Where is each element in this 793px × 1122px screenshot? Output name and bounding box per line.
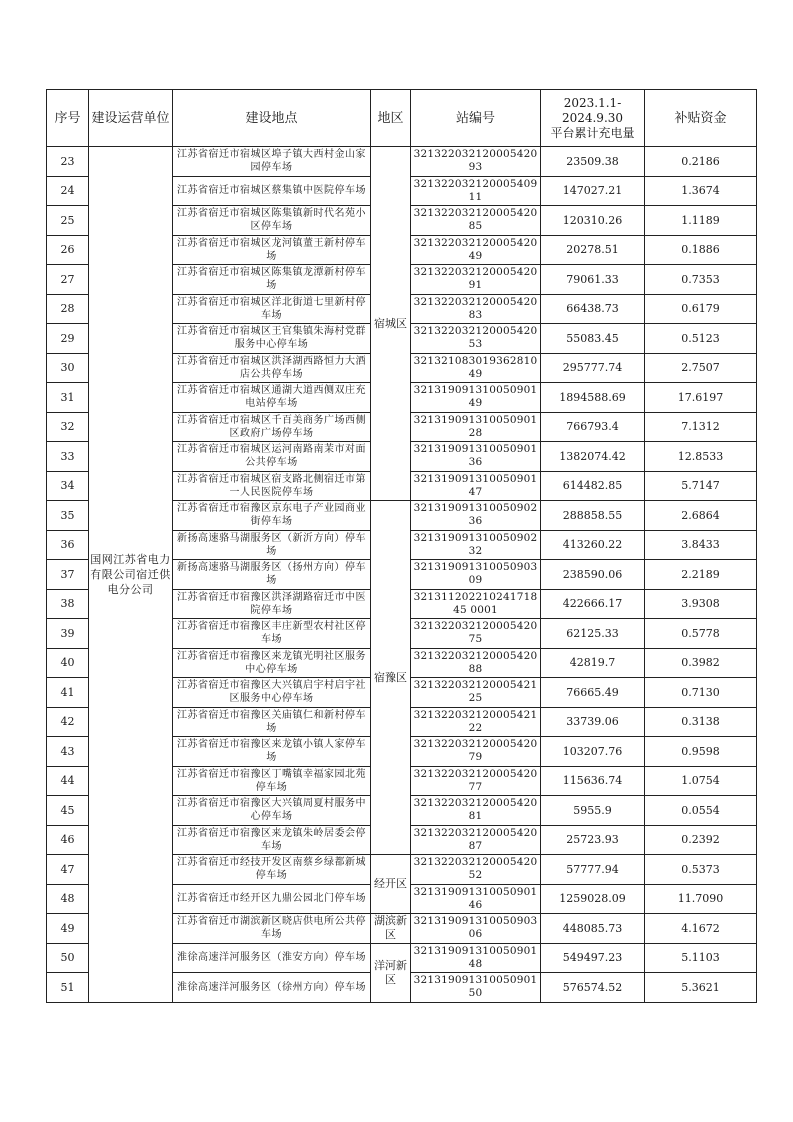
cell-seq: 51 xyxy=(47,973,89,1003)
cell-seq: 34 xyxy=(47,471,89,501)
cell-station-id: 32132203212000542052 xyxy=(411,855,541,885)
header-seq: 序号 xyxy=(47,90,89,147)
cell-energy: 295777.74 xyxy=(541,353,645,383)
cell-station-id: 32132203212000542087 xyxy=(411,825,541,855)
cell-energy: 20278.51 xyxy=(541,235,645,265)
cell-seq: 44 xyxy=(47,766,89,796)
cell-subsidy: 2.7507 xyxy=(645,353,757,383)
cell-seq: 35 xyxy=(47,501,89,531)
cell-subsidy: 0.0554 xyxy=(645,796,757,826)
cell-energy: 55083.45 xyxy=(541,324,645,354)
cell-energy: 1894588.69 xyxy=(541,383,645,413)
cell-seq: 33 xyxy=(47,442,89,472)
cell-energy: 1259028.09 xyxy=(541,884,645,914)
cell-station-id: 32132203212000540911 xyxy=(411,176,541,206)
header-energy-line1: 2023.1.1- xyxy=(563,95,622,110)
cell-location: 江苏省宿迁市宿豫区洪泽湖路宿迁市中医院停车场 xyxy=(173,589,371,619)
cell-seq: 28 xyxy=(47,294,89,324)
cell-station-id: 32131909131005090148 xyxy=(411,943,541,973)
cell-station-id: 32131909131005090309 xyxy=(411,560,541,590)
cell-energy: 33739.06 xyxy=(541,707,645,737)
header-location: 建设地点 xyxy=(173,90,371,147)
cell-energy: 238590.06 xyxy=(541,560,645,590)
cell-energy: 62125.33 xyxy=(541,619,645,649)
cell-station-id: 32132203212000542081 xyxy=(411,796,541,826)
cell-subsidy: 0.2392 xyxy=(645,825,757,855)
cell-seq: 41 xyxy=(47,678,89,708)
cell-seq: 49 xyxy=(47,914,89,944)
cell-location: 江苏省宿迁市宿城区王官集镇朱海村党群服务中心停车场 xyxy=(173,324,371,354)
cell-station-id: 32132203212000542125 xyxy=(411,678,541,708)
cell-location: 新扬高速骆马湖服务区（扬州方向）停车场 xyxy=(173,560,371,590)
cell-location: 江苏省宿迁市宿豫区来龙镇朱岭居委会停车场 xyxy=(173,825,371,855)
cell-energy: 422666.17 xyxy=(541,589,645,619)
cell-subsidy: 0.7130 xyxy=(645,678,757,708)
cell-location: 江苏省宿迁市宿城区千百美商务广场西侧区政府广场停车场 xyxy=(173,412,371,442)
cell-station-id: 32131909131005090149 xyxy=(411,383,541,413)
cell-station-id: 32132203212000542091 xyxy=(411,265,541,295)
cell-station-id: 32132203212000542053 xyxy=(411,324,541,354)
cell-region: 洋河新区 xyxy=(371,943,411,1002)
cell-seq: 47 xyxy=(47,855,89,885)
cell-station-id: 32132203212000542077 xyxy=(411,766,541,796)
cell-energy: 76665.49 xyxy=(541,678,645,708)
cell-location: 江苏省宿迁市经开区九鼎公园北门停车场 xyxy=(173,884,371,914)
cell-subsidy: 3.9308 xyxy=(645,589,757,619)
cell-station-id: 32132203212000542049 xyxy=(411,235,541,265)
cell-location: 江苏省宿迁市宿城区洋北街道七里新村停车场 xyxy=(173,294,371,324)
cell-location: 江苏省宿迁市宿豫区京东电子产业园商业街停车场 xyxy=(173,501,371,531)
header-region: 地区 xyxy=(371,90,411,147)
cell-region: 经开区 xyxy=(371,855,411,914)
cell-seq: 37 xyxy=(47,560,89,590)
cell-subsidy: 5.3621 xyxy=(645,973,757,1003)
cell-energy: 120310.26 xyxy=(541,206,645,236)
cell-subsidy: 1.0754 xyxy=(645,766,757,796)
cell-location: 江苏省宿迁市宿城区埠子镇大西村金山家园停车场 xyxy=(173,147,371,177)
cell-seq: 43 xyxy=(47,737,89,767)
cell-station-id: 32132203212000542122 xyxy=(411,707,541,737)
cell-station-id: 32131120221024171845 0001 xyxy=(411,589,541,619)
cell-subsidy: 3.8433 xyxy=(645,530,757,560)
header-energy xyxy=(541,90,645,147)
cell-location: 新扬高速骆马湖服务区（新沂方向）停车场 xyxy=(173,530,371,560)
cell-subsidy: 1.1189 xyxy=(645,206,757,236)
cell-location: 江苏省宿迁市宿城区龙河镇董王新村停车场 xyxy=(173,235,371,265)
cell-station-id: 32131909131005090306 xyxy=(411,914,541,944)
cell-seq: 40 xyxy=(47,648,89,678)
cell-energy: 66438.73 xyxy=(541,294,645,324)
cell-subsidy: 7.1312 xyxy=(645,412,757,442)
cell-seq: 29 xyxy=(47,324,89,354)
cell-seq: 30 xyxy=(47,353,89,383)
cell-unit: 国网江苏省电力有限公司宿迁供电分公司 xyxy=(89,147,173,1003)
cell-subsidy: 11.7090 xyxy=(645,884,757,914)
cell-energy: 42819.7 xyxy=(541,648,645,678)
cell-seq: 48 xyxy=(47,884,89,914)
cell-station-id: 32132203212000542083 xyxy=(411,294,541,324)
cell-seq: 24 xyxy=(47,176,89,206)
cell-location: 江苏省宿迁市宿豫区来龙镇光明社区服务中心停车场 xyxy=(173,648,371,678)
cell-energy: 549497.23 xyxy=(541,943,645,973)
cell-station-id: 32132203212000542088 xyxy=(411,648,541,678)
cell-seq: 46 xyxy=(47,825,89,855)
cell-location: 江苏省宿迁市宿城区洪泽湖西路恒力大酒店公共停车场 xyxy=(173,353,371,383)
cell-energy: 288858.55 xyxy=(541,501,645,531)
cell-seq: 31 xyxy=(47,383,89,413)
cell-region: 湖滨新区 xyxy=(371,914,411,944)
cell-location: 江苏省宿迁市宿城区通湖大道西侧双庄充电站停车场 xyxy=(173,383,371,413)
cell-seq: 26 xyxy=(47,235,89,265)
cell-subsidy: 0.2186 xyxy=(645,147,757,177)
cell-location: 江苏省宿迁市宿豫区关庙镇仁和新村停车场 xyxy=(173,707,371,737)
cell-energy: 57777.94 xyxy=(541,855,645,885)
cell-station-id: 32132108301936281049 xyxy=(411,353,541,383)
cell-location: 江苏省宿迁市宿豫区丁嘴镇幸福家园北苑停车场 xyxy=(173,766,371,796)
cell-seq: 36 xyxy=(47,530,89,560)
cell-energy: 147027.21 xyxy=(541,176,645,206)
cell-station-id: 32131909131005090236 xyxy=(411,501,541,531)
cell-subsidy: 5.1103 xyxy=(645,943,757,973)
subsidy-table xyxy=(46,89,757,1003)
table-header-row xyxy=(47,90,757,147)
cell-station-id: 32132203212000542075 xyxy=(411,619,541,649)
cell-location: 淮徐高速洋河服务区（淮安方向）停车场 xyxy=(173,943,371,973)
cell-subsidy: 2.6864 xyxy=(645,501,757,531)
cell-location: 江苏省宿迁市湖滨新区晓店供电所公共停车场 xyxy=(173,914,371,944)
cell-station-id: 32131909131005090232 xyxy=(411,530,541,560)
header-unit: 建设运营单位 xyxy=(89,90,173,147)
cell-seq: 38 xyxy=(47,589,89,619)
cell-energy: 766793.4 xyxy=(541,412,645,442)
cell-location: 江苏省宿迁市宿豫区大兴镇启宇村启宇社区服务中心停车场 xyxy=(173,678,371,708)
header-station-id: 站编号 xyxy=(411,90,541,147)
subsidy-table-sheet xyxy=(46,89,756,1002)
cell-location: 江苏省宿迁市宿城区蔡集镇中医院停车场 xyxy=(173,176,371,206)
cell-subsidy: 0.9598 xyxy=(645,737,757,767)
cell-subsidy: 12.8533 xyxy=(645,442,757,472)
cell-seq: 23 xyxy=(47,147,89,177)
cell-station-id: 32132203212000542085 xyxy=(411,206,541,236)
cell-subsidy: 17.6197 xyxy=(645,383,757,413)
cell-energy: 448085.73 xyxy=(541,914,645,944)
cell-subsidy: 5.7147 xyxy=(645,471,757,501)
cell-location: 江苏省宿迁市宿豫区来龙镇小镇人家停车场 xyxy=(173,737,371,767)
cell-energy: 79061.33 xyxy=(541,265,645,295)
table-body xyxy=(47,147,757,1003)
cell-location: 江苏省宿迁市宿城区陈集镇新时代名苑小区停车场 xyxy=(173,206,371,236)
header-energy-line2: 2024.9.30 xyxy=(561,110,624,125)
cell-subsidy: 2.2189 xyxy=(645,560,757,590)
cell-subsidy: 1.3674 xyxy=(645,176,757,206)
cell-energy: 1382074.42 xyxy=(541,442,645,472)
cell-energy: 576574.52 xyxy=(541,973,645,1003)
cell-energy: 25723.93 xyxy=(541,825,645,855)
cell-seq: 45 xyxy=(47,796,89,826)
cell-seq: 42 xyxy=(47,707,89,737)
cell-location: 江苏省宿迁市经技开发区南蔡乡绿都新城停车场 xyxy=(173,855,371,885)
cell-station-id: 32131909131005090128 xyxy=(411,412,541,442)
cell-subsidy: 4.1672 xyxy=(645,914,757,944)
cell-region: 宿豫区 xyxy=(371,501,411,855)
cell-location: 淮徐高速洋河服务区（徐州方向）停车场 xyxy=(173,973,371,1003)
cell-energy: 23509.38 xyxy=(541,147,645,177)
cell-energy: 103207.76 xyxy=(541,737,645,767)
cell-station-id: 32131909131005090146 xyxy=(411,884,541,914)
cell-subsidy: 0.3138 xyxy=(645,707,757,737)
cell-seq: 32 xyxy=(47,412,89,442)
cell-station-id: 32131909131005090147 xyxy=(411,471,541,501)
cell-seq: 27 xyxy=(47,265,89,295)
table-row xyxy=(47,147,757,177)
cell-energy: 5955.9 xyxy=(541,796,645,826)
cell-location: 江苏省宿迁市宿城区陈集镇龙潭新村停车场 xyxy=(173,265,371,295)
cell-subsidy: 0.7353 xyxy=(645,265,757,295)
cell-subsidy: 0.5373 xyxy=(645,855,757,885)
cell-subsidy: 0.1886 xyxy=(645,235,757,265)
cell-seq: 50 xyxy=(47,943,89,973)
header-energy-line3: 平台累计充电量 xyxy=(550,125,635,140)
cell-seq: 25 xyxy=(47,206,89,236)
cell-location: 江苏省宿迁市宿豫区大兴镇周夏村服务中心停车场 xyxy=(173,796,371,826)
cell-station-id: 32132203212000542093 xyxy=(411,147,541,177)
cell-subsidy: 0.5778 xyxy=(645,619,757,649)
cell-station-id: 32132203212000542079 xyxy=(411,737,541,767)
cell-location: 江苏省宿迁市宿城区运河南路南茉市对面公共停车场 xyxy=(173,442,371,472)
header-subsidy: 补贴资金 xyxy=(645,90,757,147)
cell-location: 江苏省宿迁市宿豫区丰庄新型农村社区停车场 xyxy=(173,619,371,649)
cell-seq: 39 xyxy=(47,619,89,649)
cell-location: 江苏省宿迁市宿城区宿支路北侧宿迁市第一人民医院停车场 xyxy=(173,471,371,501)
cell-subsidy: 0.5123 xyxy=(645,324,757,354)
cell-energy: 413260.22 xyxy=(541,530,645,560)
cell-region: 宿城区 xyxy=(371,147,411,501)
cell-energy: 614482.85 xyxy=(541,471,645,501)
cell-subsidy: 0.3982 xyxy=(645,648,757,678)
cell-energy: 115636.74 xyxy=(541,766,645,796)
cell-station-id: 32131909131005090150 xyxy=(411,973,541,1003)
cell-station-id: 32131909131005090136 xyxy=(411,442,541,472)
cell-subsidy: 0.6179 xyxy=(645,294,757,324)
